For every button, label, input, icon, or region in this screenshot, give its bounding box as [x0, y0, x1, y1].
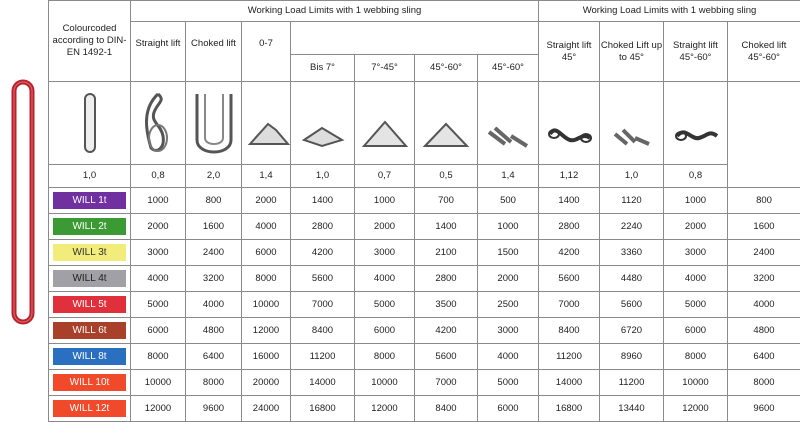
load-value: 5600	[539, 266, 600, 292]
load-value: 3200	[186, 266, 242, 292]
grade-chip: WILL 2t	[53, 218, 126, 235]
load-value: 1600	[186, 214, 242, 240]
load-value: 2000	[664, 214, 728, 240]
load-value: 5000	[131, 292, 186, 318]
load-value: 3360	[600, 240, 664, 266]
load-value: 3000	[478, 318, 539, 344]
load-value: 8000	[242, 266, 291, 292]
load-value: 11200	[539, 344, 600, 370]
double-sling-group-title: Working Load Limits with 1 webbing sling	[539, 1, 800, 22]
load-value: 6720	[600, 318, 664, 344]
load-value: 6400	[728, 344, 800, 370]
load-value: 4480	[600, 266, 664, 292]
load-value: 2000	[355, 214, 415, 240]
load-value: 1000	[478, 214, 539, 240]
load-factor-8: 1,12	[539, 165, 600, 188]
load-value: 6000	[355, 318, 415, 344]
load-value: 12000	[131, 396, 186, 422]
angle-group-band	[291, 22, 539, 55]
angle-45-60-icon	[358, 88, 412, 158]
load-value: 4000	[728, 292, 800, 318]
load-value: 12000	[355, 396, 415, 422]
grade-chip: WILL 1t	[53, 192, 126, 209]
column-header-7: Straight lift 45°	[539, 22, 600, 82]
load-value: 13440	[600, 396, 664, 422]
load-value: 8000	[131, 344, 186, 370]
load-value: 6000	[478, 396, 539, 422]
load-value: 4200	[539, 240, 600, 266]
illustration-cell-1	[131, 82, 186, 165]
round-sling-image	[0, 0, 48, 409]
load-value: 10000	[355, 370, 415, 396]
load-value: 6000	[131, 318, 186, 344]
two-leg-straight-icon	[481, 88, 535, 158]
load-value: 800	[728, 188, 800, 214]
load-factor-9: 1,0	[600, 165, 664, 188]
load-value: 2800	[415, 266, 478, 292]
column-header-6: 45°-60°	[478, 55, 539, 82]
load-value: 5600	[600, 292, 664, 318]
single-sling-group-title: Working Load Limits with 1 webbing sling	[131, 1, 539, 22]
load-factor-5: 0,7	[355, 165, 415, 188]
load-value: 3500	[415, 292, 478, 318]
grade-chip: WILL 4t	[53, 270, 126, 287]
load-value: 12000	[664, 396, 728, 422]
load-value: 8400	[291, 318, 355, 344]
grade-chip: WILL 3t	[53, 244, 126, 261]
column-header-1: Choked lift	[186, 22, 242, 82]
load-value: 3000	[131, 240, 186, 266]
load-value: 5600	[291, 266, 355, 292]
load-value: 1120	[600, 188, 664, 214]
straight-lift-icon	[63, 88, 117, 158]
load-value: 4000	[664, 266, 728, 292]
grade-chip: WILL 5t	[53, 296, 126, 313]
load-value: 14000	[539, 370, 600, 396]
two-leg-choked-60-icon	[669, 88, 723, 158]
load-value: 2100	[415, 240, 478, 266]
table-row	[49, 214, 800, 240]
load-value: 3000	[355, 240, 415, 266]
load-value: 1600	[728, 214, 800, 240]
load-value: 3200	[728, 266, 800, 292]
load-value: 10000	[664, 370, 728, 396]
illustration-cell-6	[415, 82, 478, 165]
load-value: 4000	[131, 266, 186, 292]
table-row	[49, 188, 800, 214]
angle-45-60-alt-icon	[419, 88, 473, 158]
load-value: 6400	[186, 344, 242, 370]
column-header-2: 0-7	[242, 22, 291, 82]
load-value: 4200	[291, 240, 355, 266]
load-value: 1400	[415, 214, 478, 240]
load-value: 3000	[664, 240, 728, 266]
two-leg-straight-60-icon	[605, 88, 659, 158]
load-value: 2800	[539, 214, 600, 240]
load-value: 12000	[242, 318, 291, 344]
load-value: 2400	[728, 240, 800, 266]
table-row	[49, 318, 800, 344]
load-value: 4000	[186, 292, 242, 318]
load-value: 2800	[291, 214, 355, 240]
angle-7-45-icon	[296, 88, 350, 158]
grade-chip: WILL 8t	[53, 348, 126, 365]
grade-chip: WILL 6t	[53, 322, 126, 339]
load-factor-6: 0,5	[415, 165, 478, 188]
load-value: 9600	[728, 396, 800, 422]
load-value: 9600	[186, 396, 242, 422]
load-value: 7000	[291, 292, 355, 318]
column-header-10: Choked lift 45°-60°	[728, 22, 800, 82]
load-value: 24000	[242, 396, 291, 422]
table-row	[49, 292, 800, 318]
illustration-cell-9	[600, 82, 664, 165]
load-value: 2000	[242, 188, 291, 214]
column-header-8: Choked Lift up to 45°	[600, 22, 664, 82]
column-header-3: Bis 7°	[291, 55, 355, 82]
working-load-limits-table	[48, 0, 800, 422]
grade-label-cell	[49, 344, 131, 370]
grade-label-cell	[49, 292, 131, 318]
load-value: 6000	[242, 240, 291, 266]
load-factor-4: 1,0	[291, 165, 355, 188]
load-value: 14000	[291, 370, 355, 396]
load-value: 7000	[539, 292, 600, 318]
load-value: 8960	[600, 344, 664, 370]
load-factor-10: 0,8	[664, 165, 728, 188]
load-value: 8400	[539, 318, 600, 344]
load-value: 2500	[478, 292, 539, 318]
choked-lift-icon	[131, 88, 185, 158]
table-row	[49, 344, 800, 370]
colour-code-header: Colourcoded according to DIN-EN 1492-1	[49, 1, 131, 82]
grade-label-cell	[49, 318, 131, 344]
load-value: 8000	[728, 370, 800, 396]
table-row	[49, 240, 800, 266]
load-value: 1500	[478, 240, 539, 266]
load-value: 8000	[355, 344, 415, 370]
table-row	[49, 370, 800, 396]
load-value: 10000	[242, 292, 291, 318]
column-header-5: 45°-60°	[415, 55, 478, 82]
load-value: 2240	[600, 214, 664, 240]
load-value: 5000	[478, 370, 539, 396]
load-value: 800	[186, 188, 242, 214]
angle-7-icon	[242, 88, 296, 158]
load-value: 16800	[291, 396, 355, 422]
load-value: 8000	[664, 344, 728, 370]
grade-chip: WILL 10t	[53, 374, 126, 391]
load-value: 2400	[186, 240, 242, 266]
load-value: 7000	[415, 370, 478, 396]
illustration-cell-4	[291, 82, 355, 165]
load-factor-3: 1,4	[242, 165, 291, 188]
load-value: 4000	[355, 266, 415, 292]
load-value: 1000	[664, 188, 728, 214]
load-value: 16000	[242, 344, 291, 370]
two-leg-choked-icon	[542, 88, 596, 158]
table-row	[49, 266, 800, 292]
load-value: 6000	[664, 318, 728, 344]
load-value: 4000	[242, 214, 291, 240]
illustration-cell-8	[539, 82, 600, 165]
load-value: 4200	[415, 318, 478, 344]
load-value: 4000	[478, 344, 539, 370]
grade-label-cell	[49, 266, 131, 292]
load-value: 20000	[242, 370, 291, 396]
load-value: 11200	[291, 344, 355, 370]
load-factor-0: 1,0	[49, 165, 131, 188]
load-value: 11200	[600, 370, 664, 396]
load-value: 5000	[355, 292, 415, 318]
load-value: 8000	[186, 370, 242, 396]
grade-chip: WILL 12t	[53, 400, 126, 417]
load-value: 8400	[415, 396, 478, 422]
illustration-cell-0	[49, 82, 131, 165]
basket-lift-icon	[187, 88, 241, 158]
column-header-0: Straight lift	[131, 22, 186, 82]
grade-label-cell	[49, 240, 131, 266]
load-value: 700	[415, 188, 478, 214]
load-value: 5000	[664, 292, 728, 318]
grade-label-cell	[49, 214, 131, 240]
load-value: 500	[478, 188, 539, 214]
grade-label-cell	[49, 188, 131, 214]
load-value: 1400	[539, 188, 600, 214]
illustration-cell-7	[478, 82, 539, 165]
column-header-9: Straight lift 45°-60°	[664, 22, 728, 82]
load-value: 2000	[131, 214, 186, 240]
load-value: 1000	[355, 188, 415, 214]
load-value: 2000	[478, 266, 539, 292]
load-value: 1000	[131, 188, 186, 214]
grade-label-cell	[49, 370, 131, 396]
load-factor-2: 2,0	[186, 165, 242, 188]
illustration-cell-3	[242, 82, 291, 165]
load-value: 10000	[131, 370, 186, 396]
illustration-cell-2	[186, 82, 242, 165]
illustration-cell-10	[664, 82, 728, 165]
load-value: 16800	[539, 396, 600, 422]
load-value: 4800	[186, 318, 242, 344]
load-factor-7: 1,4	[478, 165, 539, 188]
column-header-4: 7°-45°	[355, 55, 415, 82]
load-factor-1: 0,8	[131, 165, 186, 188]
load-value: 4800	[728, 318, 800, 344]
load-value: 5600	[415, 344, 478, 370]
illustration-cell-5	[355, 82, 415, 165]
load-value: 1400	[291, 188, 355, 214]
